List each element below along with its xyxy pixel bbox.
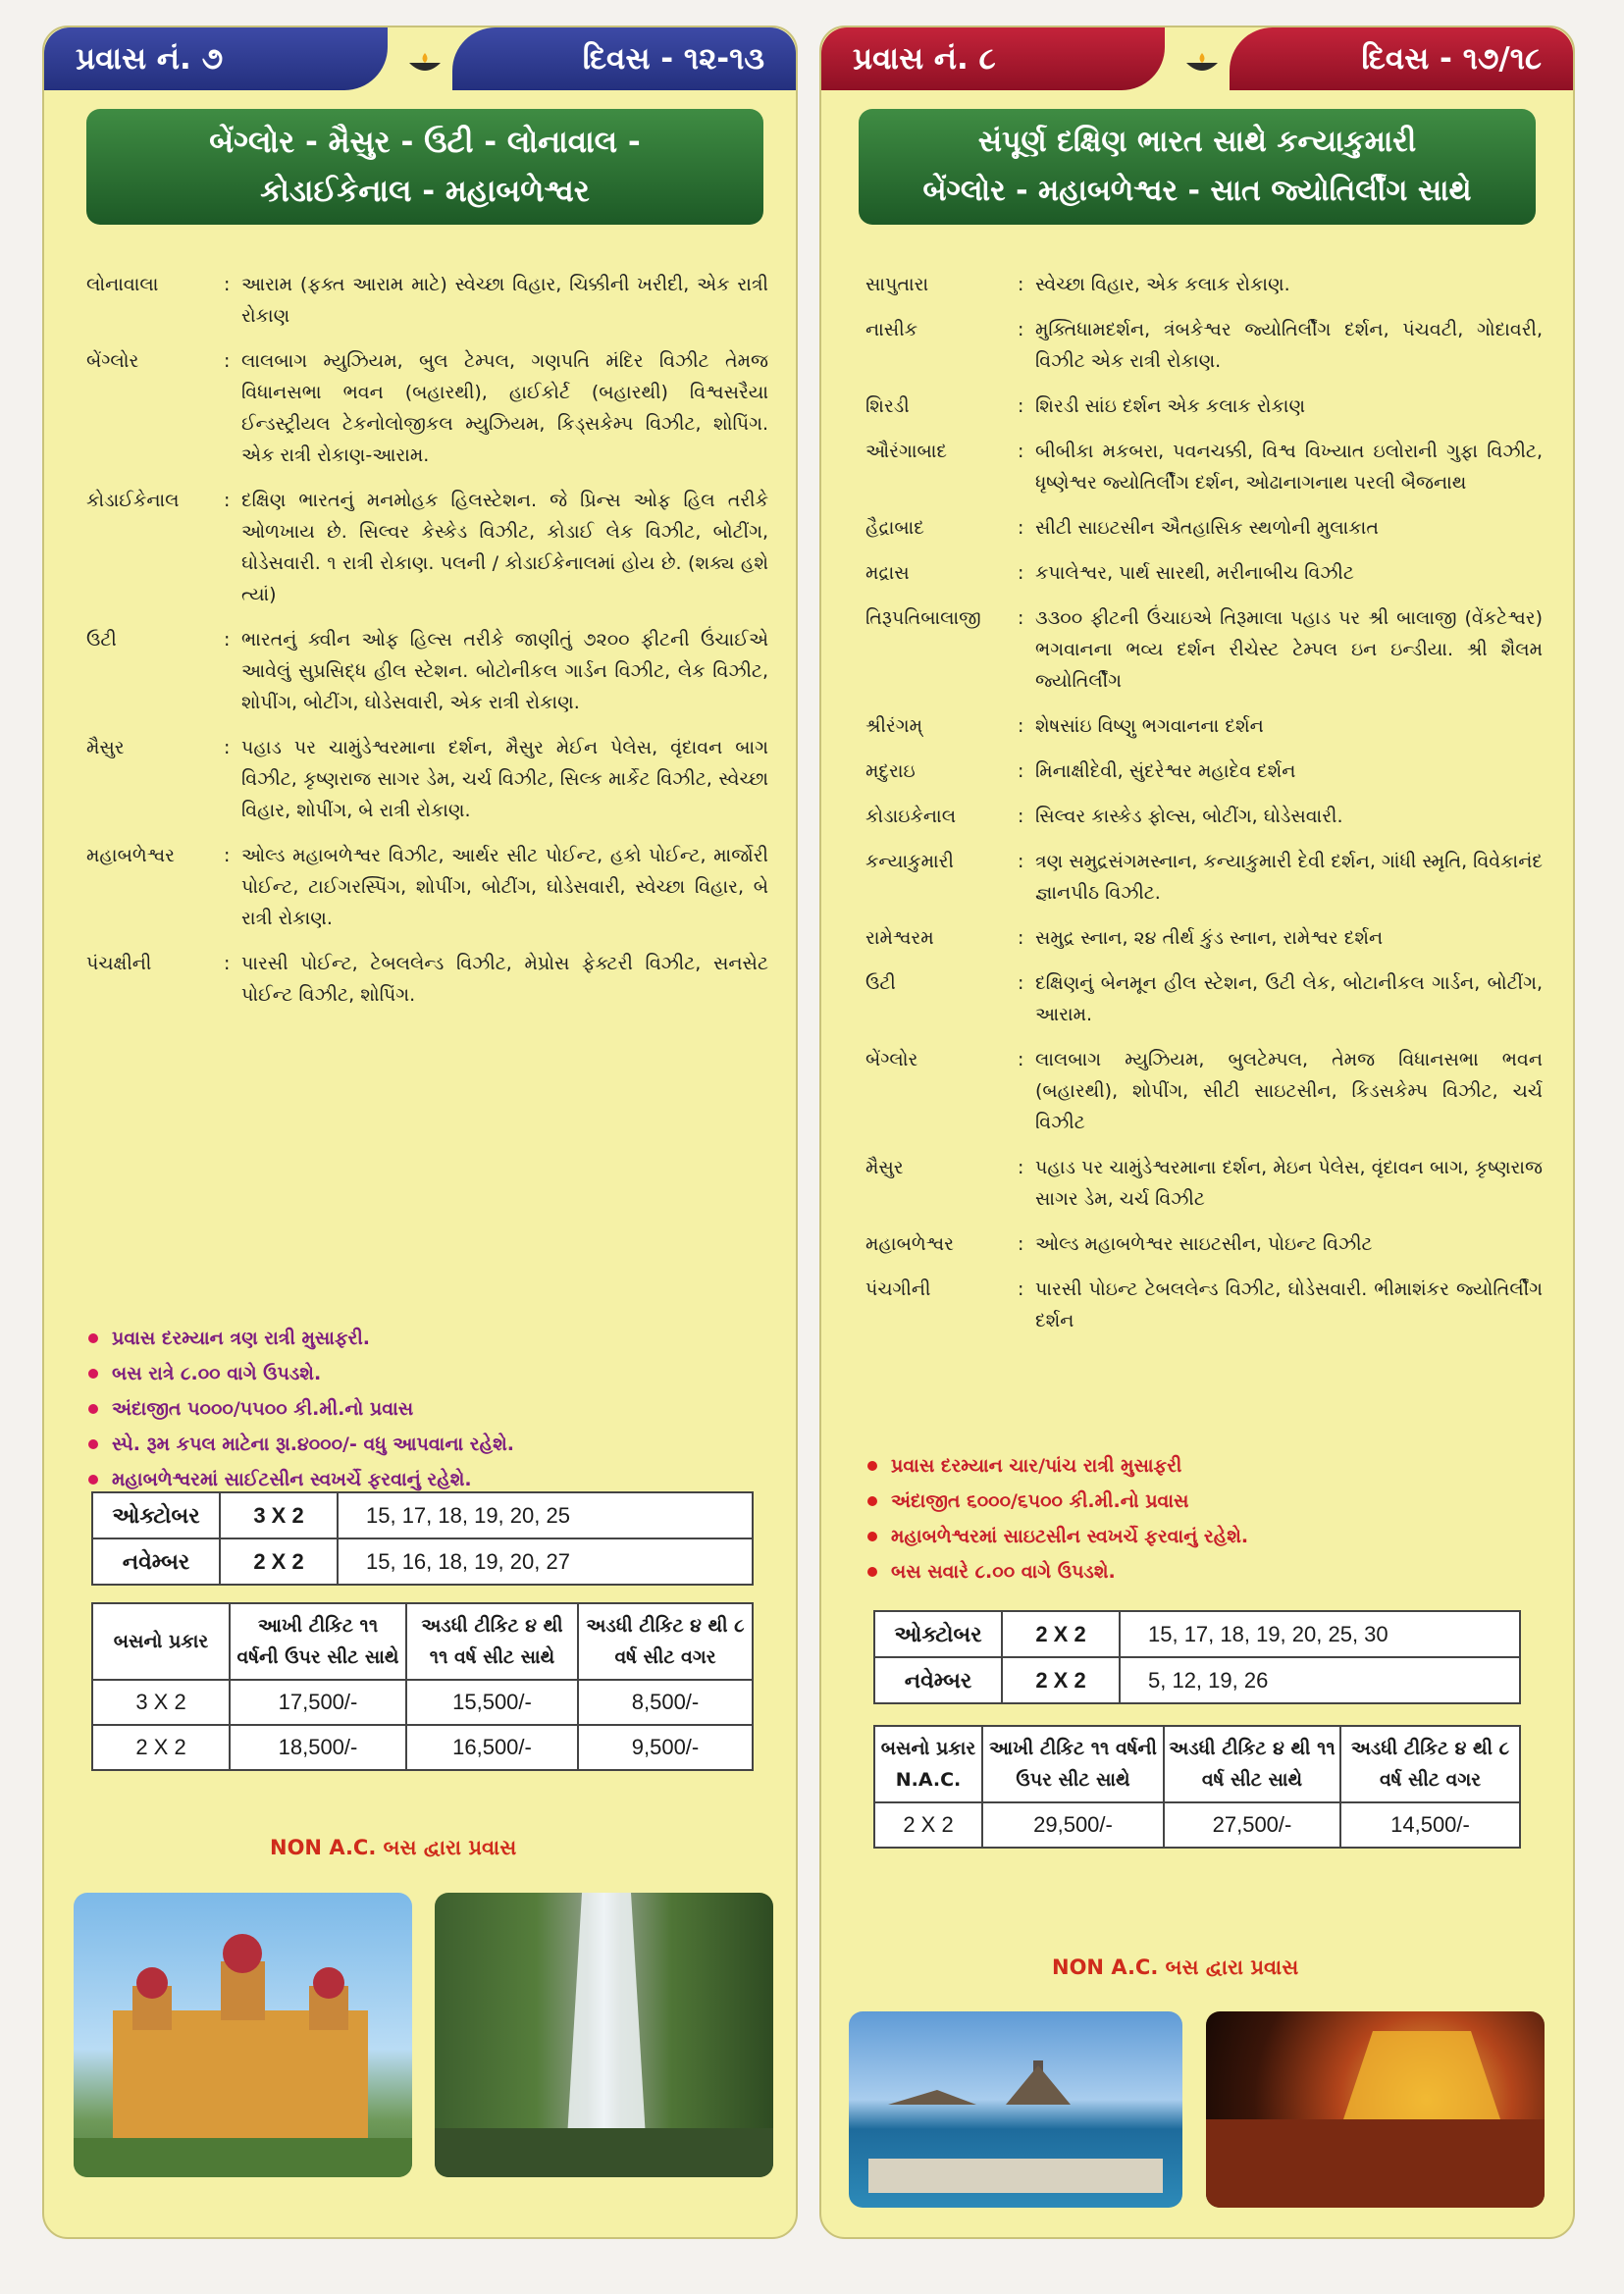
separator: : [1018,441,1024,462]
waterfall-photo [435,1893,773,2177]
separator: : [224,953,231,974]
destination-name: રામેશ્વરમ [865,927,934,949]
itinerary-row [865,756,1543,787]
itinerary-row [865,922,1543,954]
separator: : [224,274,231,295]
destination-description: પારસી પોઈન્ટ, ટેબલલેન્ડ વિઝીટ, મેપ્રોસ ફેક્ટરી વિઝીટ, સનસેટ પોઈન્ટ વિઝીટ, શોપિંગ. [241,953,768,1006]
itinerary-row [865,314,1543,377]
separator: : [1018,972,1024,994]
itinerary-row [865,512,1543,544]
days-label: દિવસ - ૧૨-૧૩ [452,27,796,90]
separator: : [224,845,231,866]
itinerary-row [865,269,1543,300]
destination-description: ૩૩૦૦ ફીટની ઉંચાઇએ તિરૂમાલા પહાડ પર શ્રી બાલાજી (વેંકટેશ્વર) ભગવાનના ભવ્ય દર્શન રીચેસ્ટ ટેમ્પલ ઇન ઇન્ડીયા. શ્રી શૈલમ જ્યોતિર્લીંગ [1035,607,1543,692]
destination-description: મુક્તિધામદર્શન, ત્રંબકેશ્વર જ્યોતિર્લીંગ દર્શન, પંચવટી, ગોદાવરી, વિઝીટ એક રાત્રી રોકાણ. [1035,319,1543,372]
fare-cell: 16,500/- [406,1725,578,1770]
destination-name: તિરૂપતિબાલાજી [865,607,981,629]
destination-name: કન્યાકુમારી [865,851,954,872]
date-row [92,1538,753,1585]
destination-name: હૈદ્રાબાદ [865,517,924,539]
fare-header-cell: અડધી ટીકિટ ૪ થી ૧૧ વર્ષ સીટ સાથે [406,1603,578,1680]
destination-name: મહાબળેશ્વર [86,845,176,866]
separator: : [1018,1233,1024,1255]
tour-title-line1: સંપૂર્ણ દક્ષિણ ભારત સાથે કન્યાકુમારી [977,125,1417,159]
destination-description: બીબીકા મકબરા, પવનચક્કી, વિશ્વ વિખ્યાત ઇલોરાની ગુફા વિઝીટ, ધૃષ્ણેશ્વર જ્યોતિર્લીંગ દર્શન, ઓઢાનાગનાથ પરલી બૈજનાથ [1035,441,1543,494]
itinerary-row [865,801,1543,832]
separator: : [224,629,231,651]
tour-7-panel [42,26,798,2239]
destination-description: પારસી પોઇન્ટ ટેબલલેન્ડ વિઝીટ, ઘોડેસવારી. ભીમાશંકર જ્યોતિર્લીંગ દર્શન [1035,1278,1543,1331]
month-cell: ઓક્ટોબર [874,1611,1002,1657]
tour-title-line2: કોડાઈકેનાલ - મહાબળેશ્વર [260,174,590,209]
fare-header-cell: અડધી ટીકિટ ૪ થી ૮ વર્ષ સીટ વગર [578,1603,753,1680]
destination-name: ઉટી [86,629,117,651]
itinerary-row [86,624,768,718]
tour-title [86,109,763,225]
fare-row [874,1802,1520,1848]
separator: : [1018,806,1024,827]
non-ac-bus-note: NON A.C. બસ દ્વારા પ્રવાસ [1052,1955,1299,1979]
destination-name: બેંગ્લોર [865,1049,918,1070]
fare-header-cell: બસનો પ્રકાર N.A.C. [874,1726,982,1802]
destination-name: લોનાવાલા [86,274,159,295]
itinerary-row [865,1274,1543,1336]
fare-row [92,1680,753,1725]
destination-name: બેંગ્લોર [86,350,139,372]
fare-cell: 3 X 2 [92,1680,230,1725]
bus-layout-cell: 2 X 2 [1002,1657,1120,1703]
tour-title-line1: બેંગ્લોર - મૈસુર - ઉટી - લોનાવાલ - [209,125,641,160]
itinerary-list [86,269,768,1024]
tour-title [859,109,1536,225]
bus-layout-cell: 2 X 2 [220,1538,338,1585]
fare-header-cell: આખી ટીકિટ ૧૧ વર્ષની ઉપર સીટ સાથે [982,1726,1164,1802]
tour-number-label: પ્રવાસ નં. ૮ [821,27,1165,90]
separator: : [1018,851,1024,872]
bus-layout-cell: 3 X 2 [220,1492,338,1538]
note-item: પ્રવાસ દરમ્યાન ત્રણ રાત્રી મુસાફરી. [86,1321,514,1356]
fare-table [873,1725,1521,1849]
diya-lamp-icon [407,51,443,77]
destination-description: પહાડ પર ચામુંડેશ્વરમાના દર્શન, મૈસુર મેઈન પેલેસ, વૃંદાવન બાગ વિઝીટ, કૃષ્ણરાજ સાગર ડેમ, ચર્ચ વિઝીટ, સિલ્ક માર્કેટ વિઝીટ, સ્વેચ્છા વિહાર, શોપીંગ, બે રાત્રી રોકાણ. [241,737,768,821]
fare-cell: 27,500/- [1164,1802,1340,1848]
fare-table [91,1602,754,1771]
mysore-palace-photo [74,1893,412,2177]
month-cell: નવેમ્બર [874,1657,1002,1703]
kanyakumari-rock-photo [849,2011,1182,2208]
fare-cell: 8,500/- [578,1680,753,1725]
month-cell: નવેમ્બર [92,1538,220,1585]
separator: : [1018,562,1024,584]
separator: : [1018,319,1024,340]
fare-cell: 17,500/- [230,1680,406,1725]
fare-cell: 29,500/- [982,1802,1164,1848]
destination-name: શિરડી [865,395,910,417]
destination-description: મિનાક્ષીદેવી, સુંદરેશ્વર મહાદેવ દર્શન [1035,760,1296,782]
note-item: પ્રવાસ દરમ્યાન ચાર/પાંચ રાત્રી મુસાફરી [865,1448,1248,1484]
destination-description: સમુદ્ર સ્નાન, ૨૪ તીર્થ કુંડ સ્નાન, રામેશ્વર દર્શન [1035,927,1384,949]
note-item: સ્પે. રૂમ કપલ માટેના રૂા.૪૦૦૦/- વધુ આપવાના રહેશે. [86,1427,514,1462]
date-row [874,1611,1520,1657]
destination-name: ઔરંગાબાદ [865,441,948,462]
note-item: અંદાજીત ૫૦૦૦/૫૫૦૦ કી.મી.નો પ્રવાસ [86,1391,514,1427]
departure-days-cell: 15, 17, 18, 19, 20, 25, 30 [1120,1611,1520,1657]
destination-description: પહાડ પર ચામુંડેશ્વરમાના દર્શન, મેઇન પેલેસ, વૃંદાવન બાગ, કૃષ્ણરાજ સાગર ડેમ, ચર્ચ વિઝીટ [1035,1157,1543,1210]
destination-description: આરામ (ફક્ત આરામ માટે) સ્વેચ્છા વિહાર, ચિક્કીની ખરીદી, એક રાત્રી રોકાણ [241,274,768,327]
itinerary-row [86,732,768,826]
destination-description: સિલ્વર કાસ્કેડ ફોલ્સ, બોટીંગ, ઘોડેસવારી. [1035,806,1343,827]
fare-header-cell: અડધી ટીકિટ ૪ થી ૧૧ વર્ષ સીટ સાથે [1164,1726,1340,1802]
destination-name: કોડાઇકેનાલ [865,806,957,827]
itinerary-row [865,1044,1543,1138]
separator: : [1018,1157,1024,1178]
departure-dates-table [91,1491,754,1586]
itinerary-row [865,557,1543,589]
fare-cell: 2 X 2 [874,1802,982,1848]
destination-name: મૈસુર [865,1157,904,1178]
fare-cell: 15,500/- [406,1680,578,1725]
itinerary-row [865,602,1543,697]
tour-number-label: પ્રવાસ નં. ૭ [44,27,388,90]
destination-description: શેષસાંઇ વિષ્ણુ ભગવાનના દર્શન [1035,715,1264,737]
destination-description: ભારતનું ક્વીન ઓફ હિલ્સ તરીકે જાણીતું ૭૨૦૦ ફીટની ઉંચાઈએ આવેલું સુપ્રસિદ્ધ હીલ સ્ટેશન. બોટોનીકલ ગાર્ડન વિઝીટ, લેક વિઝીટ, શોપીંગ, બોટીંગ, ઘોડેસવારી, એક રાત્રી રોકાણ. [241,629,768,713]
separator: : [1018,274,1024,295]
itinerary-row [865,391,1543,422]
destination-description: સ્વેચ્છા વિહાર, એક કલાક રોકાણ. [1035,274,1290,295]
fare-cell: 9,500/- [578,1725,753,1770]
fare-header-cell: આખી ટીકિટ ૧૧ વર્ષની ઉપર સીટ સાથે [230,1603,406,1680]
non-ac-bus-note: NON A.C. બસ દ્વારા પ્રવાસ [270,1836,517,1859]
notes-list [865,1448,1248,1590]
separator: : [1018,607,1024,629]
notes-list [86,1321,514,1497]
departure-dates-table [873,1610,1521,1704]
note-item: મહાબળેશ્વરમાં સાઈટસીન સ્વખર્ચે ફરવાનું રહેશે. [86,1462,514,1497]
separator: : [1018,760,1024,782]
destination-description: લાલબાગ મ્યુઝિયમ, બુલ ટેમ્પલ, ગણપતિ મંદિર વિઝીટ તેમજ વિધાનસભા ભવન (બહારથી), હાઈકોર્ટ (બહારથી) વિશ્વસરૈયા ઈન્ડસ્ટ્રીયલ ટેકનોલોજીકલ મ્યુઝિયમ, કિડ્સકેમ્પ વિઝીટ, શોપિંગ. એક રાત્રી રોકાણ-આરામ. [241,350,768,466]
separator: : [1018,1278,1024,1300]
destination-name: સાપુતારા [865,274,929,295]
destination-name: મૈસુર [86,737,125,758]
destination-name: કોડાઈકેનાલ [86,490,180,511]
itinerary-row [865,1228,1543,1260]
days-label: દિવસ - ૧૭/૧૮ [1230,27,1573,90]
tour-8-panel [819,26,1575,2239]
note-item: મહાબળેશ્વરમાં સાઇટસીન સ્વખર્ચે ફરવાનું રહેશે. [865,1519,1248,1554]
fare-row [92,1725,753,1770]
departure-days-cell: 5, 12, 19, 26 [1120,1657,1520,1703]
separator: : [224,350,231,372]
itinerary-row [865,846,1543,909]
destination-description: શિરડી સાંઇ દર્શન એક કલાક રોકાણ [1035,395,1306,417]
departure-days-cell: 15, 16, 18, 19, 20, 27 [338,1538,753,1585]
destination-name: શ્રીરંગમ્ [865,715,923,737]
departure-days-cell: 15, 17, 18, 19, 20, 25 [338,1492,753,1538]
itinerary-row [865,436,1543,498]
itinerary-row [86,485,768,610]
itinerary-row [86,345,768,471]
separator: : [1018,715,1024,737]
itinerary-row [86,948,768,1011]
itinerary-row [86,269,768,332]
bus-layout-cell: 2 X 2 [1002,1611,1120,1657]
destination-name: મદુરાઇ [865,760,916,782]
destination-description: ઓલ્ડ મહાબળેશ્વર વિઝીટ, આર્થર સીટ પોઈન્ટ, હકો પોઈન્ટ, માર્જોરી પોઈન્ટ, ટાઈગરસ્પિંગ, શોપીંગ, બોટીંગ, ઘોડેસવારી, સ્વેચ્છા વિહાર, બે રાત્રી રોકાણ. [241,845,768,929]
tour-8-header [821,27,1573,90]
separator: : [224,737,231,758]
fare-cell: 2 X 2 [92,1725,230,1770]
note-item: બસ સવારે ૮.૦૦ વાગે ઉપડશે. [865,1554,1248,1590]
destination-description: દક્ષિણ ભારતનું મનમોહક હિલસ્ટેશન. જે પ્રિન્સ ઓફ હિલ તરીકે ઓળખાય છે. સિલ્વર કેસ્કેડ વિઝીટ, કોડાઈ લેક વિઝીટ, બોટીંગ, ઘોડેસવારી. ૧ રાત્રી રોકાણ. પલની / કોડાઈકેનાલમાં હોય છે. (શક્ય હશે ત્યાં) [241,490,768,605]
destination-description: ત્રણ સમુદ્રસંગમસ્નાન, કન્યાકુમારી દેવી દર્શન, ગાંધી સ્મૃતિ, વિવેકાનંદ જ્ઞાનપીઠ વિઝીટ. [1035,851,1543,904]
fare-header-cell: અડધી ટીકિટ ૪ થી ૮ વર્ષ સીટ વગર [1340,1726,1520,1802]
separator: : [1018,517,1024,539]
destination-name: ઉટી [865,972,896,994]
temple-night-photo [1206,2011,1545,2208]
note-item: અંદાજીત ૬૦૦૦/૬૫૦૦ કી.મી.નો પ્રવાસ [865,1484,1248,1519]
tour-7-header [44,27,796,90]
itinerary-row [865,967,1543,1030]
separator: : [1018,1049,1024,1070]
date-row [874,1657,1520,1703]
note-item: બસ રાત્રે ૮.૦૦ વાગે ઉપડશે. [86,1356,514,1391]
destination-description: સીટી સાઇટસીન ઐતહાસિક સ્થળોની મુલાકાત [1035,517,1379,539]
destination-name: નાસીક [865,319,918,340]
itinerary-list [865,269,1543,1350]
destination-description: દક્ષિણનું બેનમૂન હીલ સ્ટેશન, ઉટી લેક, બોટાનીકલ ગાર્ડન, બોટીંગ, આરામ. [1035,972,1543,1025]
separator: : [1018,395,1024,417]
itinerary-row [865,710,1543,742]
destination-name: પંચગીની [865,1278,931,1300]
separator: : [1018,927,1024,949]
destination-description: લાલબાગ મ્યુઝિયમ, બુલટેમ્પલ, તેમજ વિધાનસભા ભવન (બહારથી), શોપીંગ, સીટી સાઇટસીન, કિડસકેમ્પ વિઝીટ, ચર્ચ વિઝીટ [1035,1049,1543,1133]
itinerary-row [86,840,768,934]
destination-name: મહાબળેશ્વર [865,1233,955,1255]
separator: : [224,490,231,511]
destination-name: પંચક્ષીની [86,953,152,974]
destination-description: કપાલેશ્વર, પાર્થ સારથી, મરીનાબીચ વિઝીટ [1035,562,1354,584]
destination-name: મદ્રાસ [865,562,910,584]
fare-cell: 18,500/- [230,1725,406,1770]
month-cell: ઓક્ટોબર [92,1492,220,1538]
destination-description: ઓલ્ડ મહાબળેશ્વર સાઇટસીન, પોઇન્ટ વિઝીટ [1035,1233,1373,1255]
date-row [92,1492,753,1538]
fare-header-cell: બસનો પ્રકાર [92,1603,230,1680]
tour-title-line2: બેંગ્લોર - મહાબળેશ્વર - સાત જ્યોતિર્લીંગ સાથે [922,174,1472,208]
itinerary-row [865,1152,1543,1215]
fare-cell: 14,500/- [1340,1802,1520,1848]
diya-lamp-icon [1184,51,1220,77]
